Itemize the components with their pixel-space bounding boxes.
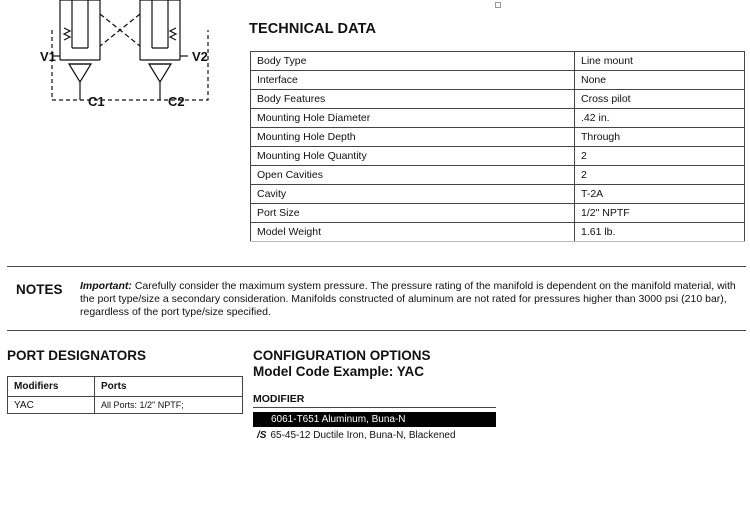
spec-label: Mounting Hole Depth [251, 128, 575, 147]
spec-label: Mounting Hole Quantity [251, 147, 575, 166]
spec-value: 2 [575, 166, 745, 185]
option-label: 6061-T651 Aluminum, Buna-N [271, 414, 406, 425]
technical-data-title: TECHNICAL DATA [249, 21, 377, 37]
right-check-cone [149, 64, 171, 82]
modifier-divider [253, 407, 496, 408]
spec-label: Cavity [251, 185, 575, 204]
table-row [251, 223, 745, 242]
spec-label: Body Features [251, 90, 575, 109]
table-row [251, 90, 745, 109]
spec-value: Cross pilot [575, 90, 745, 109]
table-header-row [8, 377, 243, 397]
port-designators-table [7, 376, 243, 414]
port-label-c2: C2 [168, 94, 185, 109]
port-designators-title: PORT DESIGNATORS [7, 348, 147, 363]
spec-label: Body Type [251, 52, 575, 71]
configuration-options-title: CONFIGURATION OPTIONS [253, 348, 431, 363]
notes-text: Carefully consider the maximum system pressure. The pressure rating of the manifold is dependent on the manifold material, with the port type/size a secondary consideration. Manifolds constructed of aluminum are not rated for pressures higher than 3000 psi (210 bar), regardless of the port type/size specified. [80, 280, 736, 318]
spec-value: 2 [575, 147, 745, 166]
table-row [251, 166, 745, 185]
option-code: /S [257, 430, 267, 441]
section-divider [7, 330, 746, 331]
port-label-v2: V2 [192, 49, 208, 64]
technical-data-table [250, 51, 745, 242]
column-header-ports: Ports [95, 377, 243, 397]
valve-schematic [36, 0, 226, 112]
spec-label: Open Cavities [251, 166, 575, 185]
table-row [251, 204, 745, 223]
modifier-heading: MODIFIER [253, 393, 305, 405]
notes-body [80, 280, 740, 319]
notes-title: NOTES [16, 282, 63, 297]
small-checkbox-mark [495, 2, 501, 8]
spec-value: None [575, 71, 745, 90]
right-cartridge-body [140, 0, 180, 60]
table-row [251, 147, 745, 166]
spec-value: T-2A [575, 185, 745, 204]
spec-label: Interface [251, 71, 575, 90]
table-row [251, 185, 745, 204]
column-header-modifiers: Modifiers [8, 377, 95, 397]
spec-label: Port Size [251, 204, 575, 223]
spec-value: .42 in. [575, 109, 745, 128]
modifier-option-ductile-iron[interactable] [257, 429, 456, 442]
spec-value: 1.61 lb. [575, 223, 745, 242]
table-row [251, 52, 745, 71]
model-code-example: Model Code Example: YAC [253, 364, 425, 379]
spec-label: Model Weight [251, 223, 575, 242]
left-cartridge-body [60, 0, 100, 60]
modifier-cell: YAC [8, 397, 95, 414]
table-row [251, 128, 745, 147]
option-label: 65-45-12 Ductile Iron, Buna-N, Blackened [270, 430, 456, 441]
table-row [251, 71, 745, 90]
table-row [8, 397, 243, 414]
port-label-c1: C1 [88, 94, 105, 109]
left-check-cone [69, 64, 91, 82]
spec-value: Line mount [575, 52, 745, 71]
modifier-option-aluminum[interactable] [253, 412, 496, 427]
port-label-v1: V1 [40, 49, 56, 64]
ports-cell: All Ports: 1/2" NPTF; [95, 397, 243, 414]
spec-label: Mounting Hole Diameter [251, 109, 575, 128]
spec-value: 1/2" NPTF [575, 204, 745, 223]
notes-important-label: Important: [80, 280, 132, 292]
section-divider [7, 266, 746, 267]
table-row [251, 109, 745, 128]
spec-value: Through [575, 128, 745, 147]
